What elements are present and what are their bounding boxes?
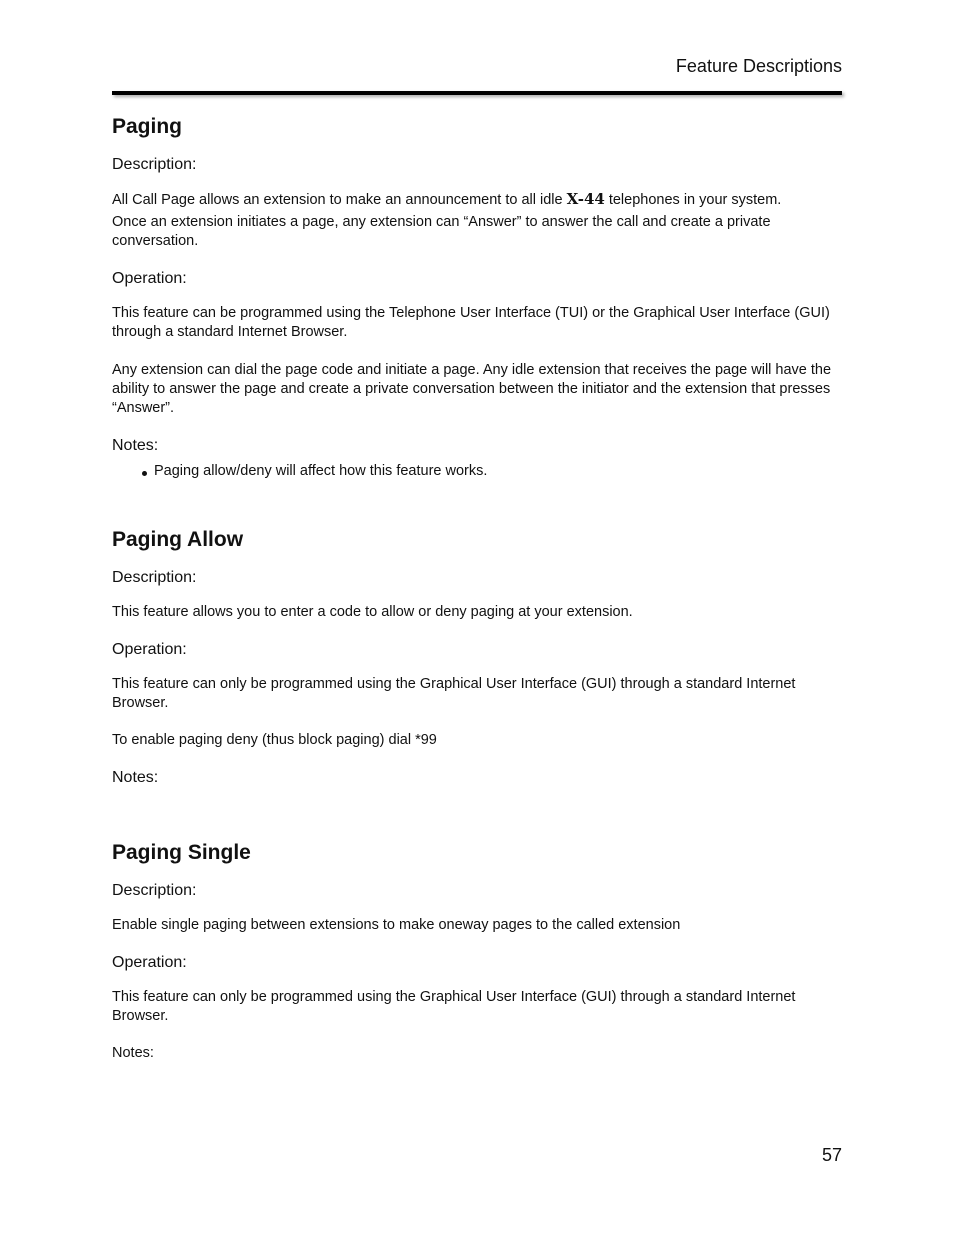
description-text: This feature allows you to enter a code to allow or deny paging at your extension. <box>112 604 633 620</box>
operation-label: Operation: <box>112 954 187 971</box>
notes-label: Notes: <box>112 437 159 454</box>
notes-item: Paging allow/deny will affect how this feature works. <box>112 462 842 481</box>
product-name: X-44 <box>566 190 605 208</box>
operation-text-2: Any extension can dial the page code and initiate a page. Any idle extension that receives the page will have the ability to answer the page and create a private conversation between the initiator and the extension that presses “Answer”. <box>112 362 832 416</box>
operation-text: This feature can be programmed using the Telephone User Interface (TUI) or the Graphical User Interface (GUI) through a standard Internet Browser. <box>112 305 830 340</box>
operation-text: This feature can only be programmed using the Graphical User Interface (GUI) through a standard Internet Browser. <box>112 676 796 711</box>
notes-list <box>112 462 842 481</box>
section-title: Paging Allow <box>112 528 244 551</box>
header-rule <box>112 91 842 95</box>
description-text: Enable single paging between extensions to make oneway pages to the called extension <box>112 917 681 933</box>
page-content <box>112 110 842 1063</box>
section-paging <box>112 110 842 481</box>
description-label: Description: <box>112 156 197 173</box>
section-title: Paging Single <box>112 841 251 864</box>
operation-text-2: To enable paging deny (thus block paging) dial *99 <box>112 732 437 748</box>
page-number: 57 <box>821 1145 842 1165</box>
section-paging-allow <box>112 523 842 791</box>
description-before: All Call Page allows an extension to make an announcement to all idle <box>112 192 567 208</box>
description-label: Description: <box>112 569 197 586</box>
notes-label: Notes: <box>112 769 159 786</box>
description-label: Description: <box>112 882 197 899</box>
notes-label: Notes: <box>112 1045 154 1061</box>
section-title: Paging <box>112 115 183 138</box>
section-paging-single <box>112 836 842 1063</box>
description-after: telephones in your system. <box>604 192 782 208</box>
operation-label: Operation: <box>112 641 187 658</box>
operation-text: This feature can only be programmed using the Graphical User Interface (GUI) through a standard Internet Browser. <box>112 989 796 1024</box>
description-text <box>112 190 842 210</box>
operation-label: Operation: <box>112 270 187 287</box>
description-text-2: Once an extension initiates a page, any extension can “Answer” to answer the call and create a private conversation. <box>112 214 771 249</box>
running-header: Feature Descriptions <box>675 56 842 76</box>
